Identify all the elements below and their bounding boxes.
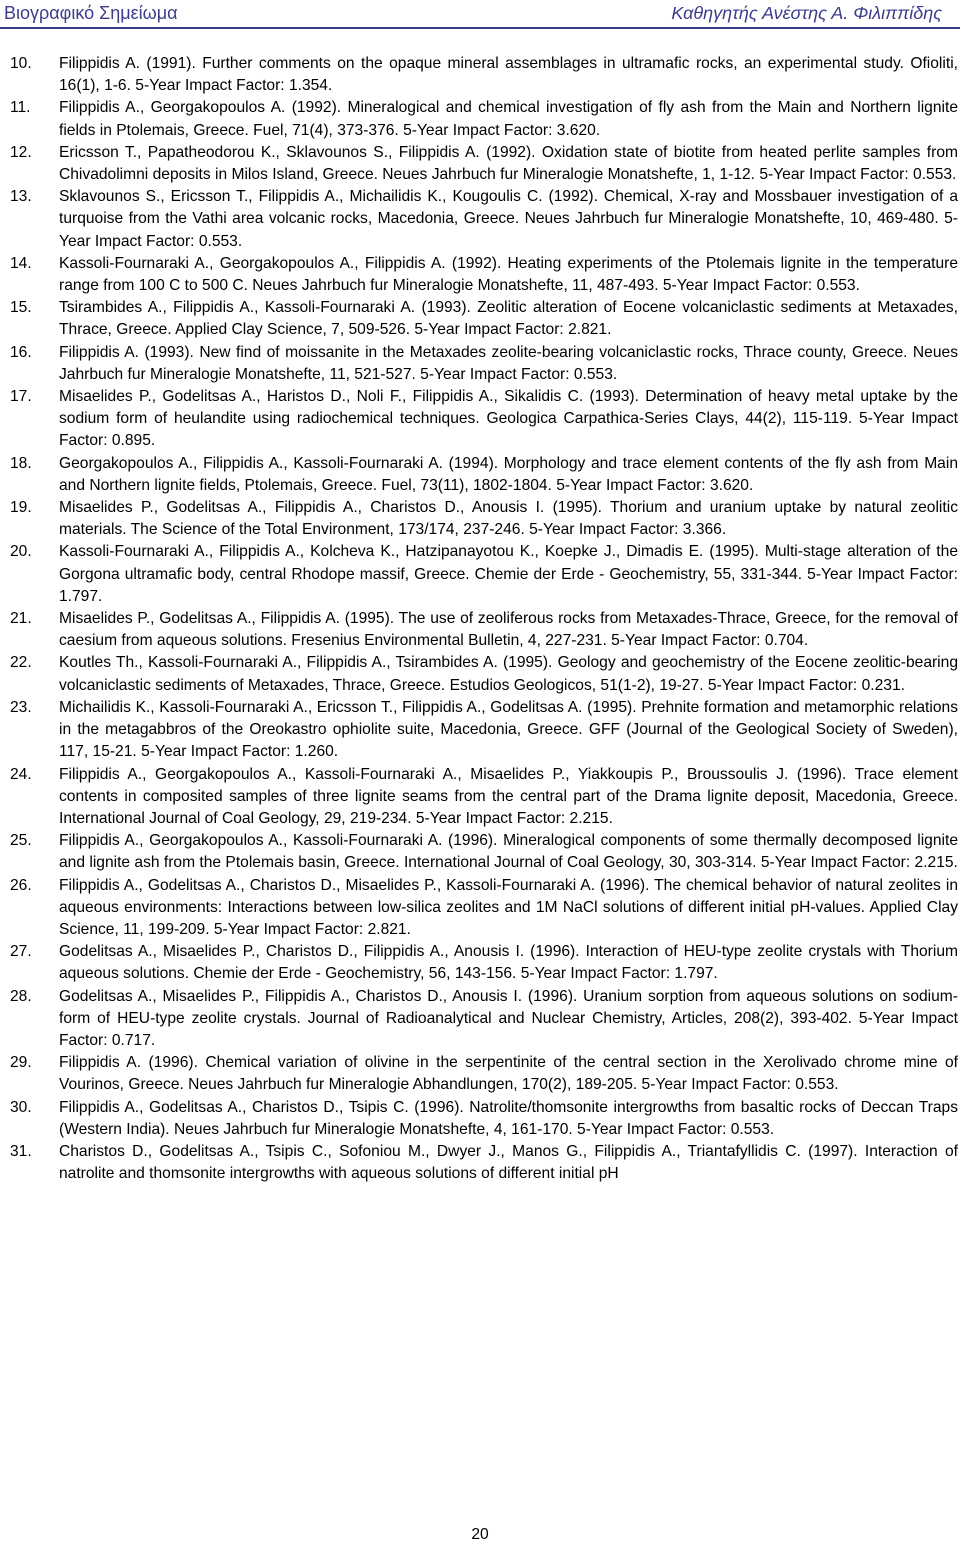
reference-item <box>10 342 958 386</box>
reference-item <box>10 53 958 97</box>
reference-item <box>10 253 958 297</box>
reference-number: 25. <box>10 832 32 850</box>
reference-text: Kassoli-Fournaraki A., Filippidis A., Kolcheva K., Hatzipanayotou K., Koepke J., Dimadis E. (1995). Multi-stage alteration of the Gorgona ultramafic body, central Rhodope massif, Greece. Chemie der Erde - Geochemistry, 55, 331-344. 5-Year Impact Factor: 1.797. <box>59 543 958 605</box>
reference-item <box>10 652 958 696</box>
reference-number: 20. <box>10 543 32 561</box>
reference-text: Filippidis A., Godelitsas A., Charistos D., Tsipis C. (1996). Natrolite/thomsonite intergrowths from basaltic rocks of Deccan Traps (Western India). Neues Jahrbuch fur Mineralogie Monatshefte, 4, 161-170. 5-Year Impact Factor: 0.553. <box>59 1098 958 1138</box>
reference-text: Charistos D., Godelitsas A., Tsipis C., Sofoniou M., Dwyer J., Manos G., Filippidis A., Triantafyllidis C. (1997). Interaction of natrolite and thomsonite intergrowths with aqueous solutions of different initial pH <box>59 1142 958 1183</box>
reference-item <box>10 941 958 985</box>
reference-item <box>10 1052 958 1096</box>
reference-text: Filippidis A., Georgakopoulos A. (1992). Mineralogical and chemical investigation of fly ash from the Main and Northern lignite fields in Ptolemais, Greece. Fuel, 71(4), 373-376. 5-Year Impact Factor: 3.620. <box>59 99 958 139</box>
reference-item <box>10 764 958 831</box>
reference-item <box>10 830 958 874</box>
page-number: 20 <box>471 1526 489 1543</box>
reference-number: 11. <box>10 99 31 117</box>
reference-text: Filippidis A. (1991). Further comments on the opaque mineral assemblages in ultramafic rocks, an experimental study. Ofioliti, 16(1), 1-6. 5-Year Impact Factor: 1.354. <box>59 55 958 95</box>
reference-item <box>10 608 958 652</box>
reference-number: 15. <box>10 299 32 317</box>
reference-item <box>10 142 958 186</box>
reference-number: 14. <box>10 254 32 272</box>
reference-item <box>10 386 958 453</box>
reference-item <box>10 697 958 764</box>
reference-item <box>10 875 958 942</box>
reference-number: 12. <box>10 143 32 161</box>
reference-number: 29. <box>10 1054 32 1072</box>
reference-item <box>10 541 958 608</box>
reference-item <box>10 497 958 541</box>
reference-number: 31. <box>10 1142 32 1160</box>
reference-text: Koutles Th., Kassoli-Fournaraki A., Filippidis A., Tsirambides A. (1995). Geology and geochemistry of the Eocene zeolitic-bearing volcaniclastic sediments of Metaxades, Thrace, Greece. Estudios Geologicos, 51(1-2), 19-27. 5-Year Impact Factor: 0.231. <box>59 654 958 694</box>
reference-text: Filippidis A., Georgakopoulos A., Kassoli-Fournaraki A., Misaelides P., Yiakkoupis P., Broussoulis J. (1996). Trace element contents in composited samples of three lignite seams from the central part of the Drama lignite deposit, Macedonia, Greece. International Journal of Coal Geology, 29, 219-234. 5-Year Impact Factor: 2.215. <box>59 765 958 827</box>
reference-item <box>10 186 958 253</box>
reference-number: 16. <box>10 343 32 361</box>
reference-item <box>10 97 958 141</box>
reference-text: Filippidis A. (1996). Chemical variation of olivine in the serpentinite of the central section in the Xerolivado chrome mine of Vourinos, Greece. Neues Jahrbuch fur Mineralogie Abhandlungen, 170(2), 189-205. 5-Year Impact Factor: 0.553. <box>59 1054 958 1094</box>
reference-number: 21. <box>10 610 32 628</box>
reference-number: 26. <box>10 876 32 894</box>
reference-text: Tsirambides A., Filippidis A., Kassoli-Fournaraki A. (1993). Zeolitic alteration of Eocene volcaniclastic sediments at Metaxades, Thrace, Greece. Applied Clay Science, 7, 509-526. 5-Year Impact Factor: 2.821. <box>59 299 958 339</box>
reference-text: Filippidis A. (1993). New find of moissanite in the Metaxades zeolite-bearing volcaniclastic rocks, Thrace county, Greece. Neues Jahrbuch fur Mineralogie Monatshefte, 11, 521-527. 5-Year Impact Factor: 0.553. <box>59 343 958 383</box>
header-divider <box>0 27 960 29</box>
reference-number: 24. <box>10 765 32 783</box>
reference-item <box>10 453 958 497</box>
reference-number: 17. <box>10 388 32 406</box>
reference-item <box>10 1141 958 1185</box>
header-title-right: Καθηγητής Ανέστης Α. Φιλιππίδης <box>671 3 942 23</box>
reference-number: 13. <box>10 188 32 206</box>
page-header <box>0 0 960 30</box>
reference-number: 18. <box>10 454 32 472</box>
reference-text: Ericsson T., Papatheodorou K., Sklavounos S., Filippidis A. (1992). Oxidation state of biotite from heated perlite samples from Chivadolimni deposits in Milos Island, Greece. Neues Jahrbuch fur Mineralogie Monatshefte, 1, 1-12. 5-Year Impact Factor: 0.553. <box>59 143 958 184</box>
reference-text: Michailidis K., Kassoli-Fournaraki A., Ericsson T., Filippidis A., Godelitsas A. (1995). Prehnite formation and metamorphic relations in the metagabbros of the Oreokastro ophiolite suite, Macedonia, Greece. GFF (Journal of the Geological Society of Sweden), 117, 15-21. 5-Year Impact Factor: 1.260. <box>59 698 958 761</box>
reference-number: 27. <box>10 943 32 961</box>
reference-number: 10. <box>10 55 32 72</box>
reference-item <box>10 1097 958 1141</box>
reference-number: 22. <box>10 654 32 672</box>
reference-number: 28. <box>10 987 32 1005</box>
reference-number: 30. <box>10 1098 32 1116</box>
header-title-left: Βιογραφικό Σημείωμα <box>4 3 178 23</box>
reference-text: Godelitsas A., Misaelides P., Filippidis A., Charistos D., Anousis I. (1996). Uranium sorption from aqueous solutions on sodium-form of HEU-type zeolite crystals. Journal of Radioanalytical and Nuclear Chemistry, Articles, 208(2), 393-402. 5-Year Impact Factor: 0.717. <box>59 987 958 1049</box>
reference-text: Misaelides P., Godelitsas A., Filippidis A. (1995). The use of zeoliferous rocks from Metaxades-Thrace, Greece, for the removal of caesium from aqueous solutions. Fresenius Environmental Bulletin, 4, 227-231. 5-Year Impact Factor: 0.704. <box>59 610 958 650</box>
reference-item <box>10 986 958 1053</box>
reference-item <box>10 297 958 341</box>
reference-text: Misaelides P., Godelitsas A., Filippidis A., Charistos D., Anousis I. (1995). Thorium and uranium uptake by natural zeolitic materials. The Science of the Total Environment, 173/174, 237-246. 5-Year Impact Factor: 3.366. <box>59 499 958 539</box>
reference-text: Kassoli-Fournaraki A., Georgakopoulos A., Filippidis A. (1992). Heating experiments of the Ptolemais lignite in the temperature range from 100 C to 500 C. Neues Jahrbuch fur Mineralogie Monatshefte, 11, 487-493. 5-Year Impact Factor: 0.553. <box>59 254 958 295</box>
reference-text: Filippidis A., Godelitsas A., Charistos D., Misaelides P., Kassoli-Fournaraki A. (1996). The chemical behavior of natural zeolites in aqueous environments: Interactions between low-silica zeolites and 1M NaCl solutions of different initial pH-values. Applied Clay Science, 11, 199-209. 5-Year Impact Factor: 2.821. <box>59 876 958 938</box>
reference-text: Georgakopoulos A., Filippidis A., Kassoli-Fournaraki A. (1994). Morphology and trace element contents of the fly ash from Main and Northern lignite fields, Ptolemais, Greece. Fuel, 73(11), 1802-1804. 5-Year Impact Factor: 3.620. <box>59 454 958 494</box>
reference-list <box>10 53 958 1185</box>
reference-text: Filippidis A., Georgakopoulos A., Kassoli-Fournaraki A. (1996). Mineralogical components of some thermally decomposed lignite and lignite ash from the Ptolemais basin, Greece. International Journal of Coal Geology, 30, 303-314. 5-Year Impact Factor: 2.215. <box>59 832 958 872</box>
reference-text: Godelitsas A., Misaelides P., Charistos D., Filippidis A., Anousis I. (1996). Interaction of HEU-type zeolite crystals with Thorium aqueous solutions. Chemie der Erde - Geochemistry, 56, 143-156. 5-Year Impact Factor: 1.797. <box>59 943 958 983</box>
reference-text: Sklavounos S., Ericsson T., Filippidis A., Michailidis K., Kougoulis C. (1992). Chemical, X-ray and Mossbauer investigation of a turquoise from the Vathi area volcanic rocks, Macedonia, Greece. Neues Jahrbuch fur Mineralogie Monatshefte, 10, 469-480. 5-Year Impact Factor: 0.553. <box>59 188 958 250</box>
reference-number: 23. <box>10 698 32 716</box>
reference-text: Misaelides P., Godelitsas A., Haristos D., Noli F., Filippidis A., Sikalidis C. (1993). Determination of heavy metal uptake by the sodium form of heulandite using radiochemical techniques. Geologica Carpathica-Series Clays, 44(2), 115-119. 5-Year Impact Factor: 0.895. <box>59 388 958 450</box>
reference-number: 19. <box>10 499 32 517</box>
